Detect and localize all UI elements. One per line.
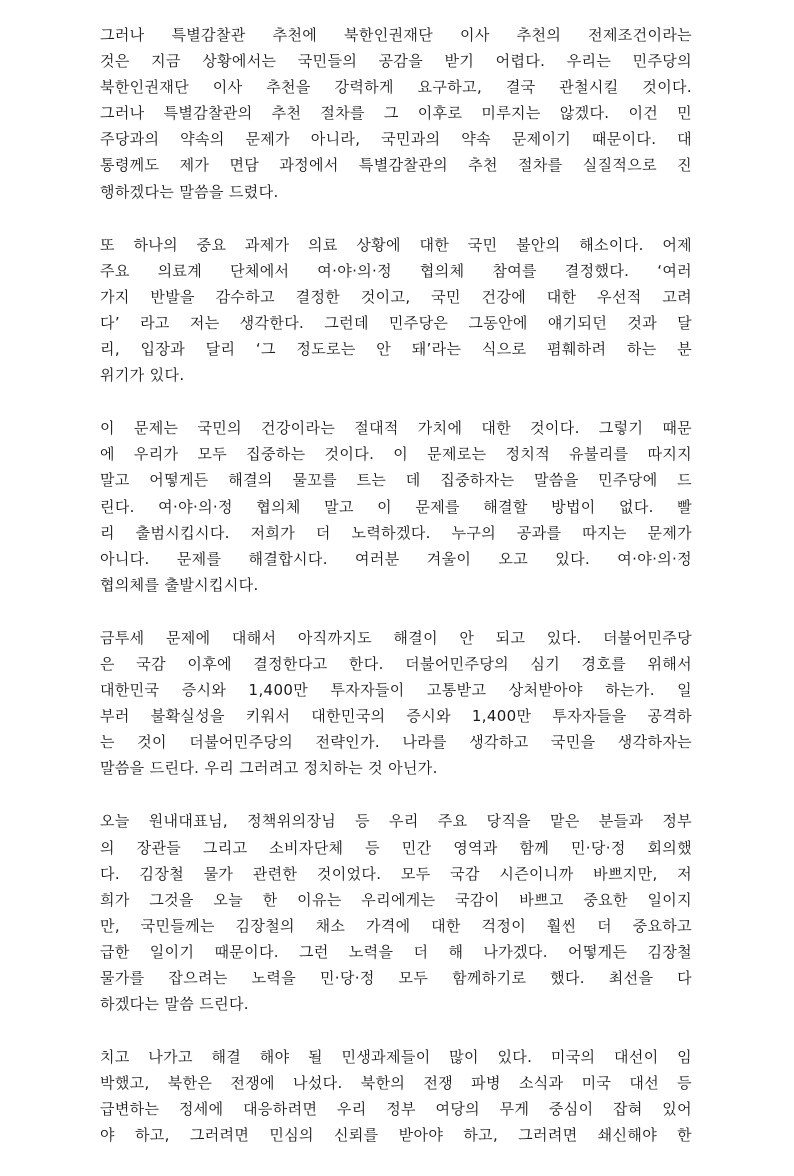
text-line: 금투세 문제에 대해서 아직까지도 해결이 안 되고 있다. 더불어민주당 [100,628,692,647]
text-line: 말씀을 드린다. 우리 그러려고 정치하는 것 아닌가. [100,759,438,778]
text-line: 주요 의료계 단체에서 여·야·의·정 협의체 참여를 결정했다. ‘여러 [100,261,692,280]
text-line: 리 출범시킵시다. 저희가 더 노력하겠다. 누구의 공과를 따지는 문제가 [100,523,692,542]
text-line: 다’ 라고 저는 생각한다. 그런데 민주당은 그동안에 얘기되던 것과 달 [100,313,692,332]
text-line: 에 우리가 모두 집중하는 것이다. 이 문제로는 정치적 유불리를 따지지 [100,445,692,464]
text-line: 그러나 특별감찰관의 추천 절차를 그 이후로 미루지는 않겠다. 이건 민 [100,104,692,123]
text-line: 말고 어떻게든 해결의 물꼬를 트는 데 집중하자는 말씀을 민주당에 드 [100,471,692,490]
text-line: 가지 반발을 감수하고 결정한 것이고, 국민 건강에 대한 우선적 고려 [100,287,692,306]
paragraph-4 [100,625,692,782]
text-line: 희가 그것을 오늘 한 이유는 우리에게는 국감이 바쁘고 중요한 일이지 [100,890,692,909]
text-line: 급변하는 정세에 대응하려면 우리 정부 여당의 무게 중심이 잡혀 있어 [100,1100,692,1119]
text-line: 대한민국 증시와 1,400만 투자자들이 고통받고 상처받아야 하는가. 일 [100,681,692,700]
paragraph-2 [100,232,692,389]
text-line: 행하겠다는 말씀을 드렸다. [100,182,279,201]
text-line: 그러나 특별감찰관 추천에 북한인권재단 이사 추천의 전제조건이라는 [100,26,692,44]
text-line: 은 국감 이후에 결정한다고 한다. 더불어민주당의 심기 경호를 위해서 [100,654,692,673]
text-line: 린다. 여·야·의·정 협의체 말고 이 문제를 해결할 방법이 없다. 빨 [100,497,692,516]
text-line: 아니다. 문제를 해결합시다. 여러분 겨울이 오고 있다. 여·야·의·정 [100,549,692,568]
text-line: 오늘 원내대표님, 정책위의장님 등 우리 주요 당직을 맡은 분들과 정부 [100,812,692,831]
paragraph-5 [100,808,692,1017]
text-line: 위기가 있다. [100,366,185,385]
text-line: 협의체를 출발시킵시다. [100,575,259,594]
paragraph-1 [100,22,692,205]
text-line: 급한 일이기 때문이다. 그런 노력을 더 해 나가겠다. 어떻게든 김장철 [100,942,692,961]
text-line: 부러 불확실성을 키워서 대한민국의 증시와 1,400만 투자자들을 공격하 [100,707,692,726]
text-line: 의 장관들 그리고 소비자단체 등 민간 영역과 함께 민·당·정 회의했 [100,838,692,857]
text-line: 박했고, 북한은 전쟁에 나섰다. 북한의 전쟁 파병 소식과 미국 대선 등 [100,1074,692,1093]
text-line: 만, 국민들께는 김장철의 채소 가격에 대한 걱정이 훨씬 더 중요하고 [100,916,692,935]
text-line: 주당과의 약속의 문제가 아니라, 국민과의 약속 문제이기 때문이다. 대 [100,130,692,149]
text-line: 통령께도 제가 면담 과정에서 특별감찰관의 추천 절차를 실질적으로 진 [100,156,692,175]
paragraph-3 [100,415,692,598]
paragraph-6 [100,1044,692,1148]
document-page [100,22,692,1176]
text-line: 리, 입장과 달리 ‘그 정도로는 안 돼’라는 식으로 폄훼하려 하는 분 [100,340,692,359]
text-line: 또 하나의 중요 과제가 의료 상황에 대한 국민 불안의 해소이다. 어제 [100,235,692,254]
text-line: 다. 김장철 물가 관련한 것이었다. 모두 국감 시즌이니까 바쁘지만, 저 [100,864,692,883]
text-line: 는 것이 더불어민주당의 전략인가. 나라를 생각하고 국민을 생각하자는 [100,733,692,752]
text-line: 치고 나가고 해결 해야 될 민생과제들이 많이 있다. 미국의 대선이 임 [100,1048,692,1067]
text-line: 야 하고, 그러려면 민심의 신뢰를 받아야 하고, 그러려면 쇄신해야 한 [100,1126,692,1145]
text-line: 것은 지금 상황에서는 국민들의 공감을 받기 어렵다. 우리는 민주당의 [100,52,692,71]
text-line: 하겠다는 말씀 드린다. [100,995,249,1014]
text-line: 이 문제는 국민의 건강이라는 절대적 가치에 대한 것이다. 그렇기 때문 [100,419,692,438]
text-line: 북한인권재단 이사 추천을 강력하게 요구하고, 결국 관철시킬 것이다. [100,78,692,97]
text-line: 물가를 잡으려는 노력을 민·당·정 모두 함께하기로 했다. 최선을 다 [100,969,692,987]
